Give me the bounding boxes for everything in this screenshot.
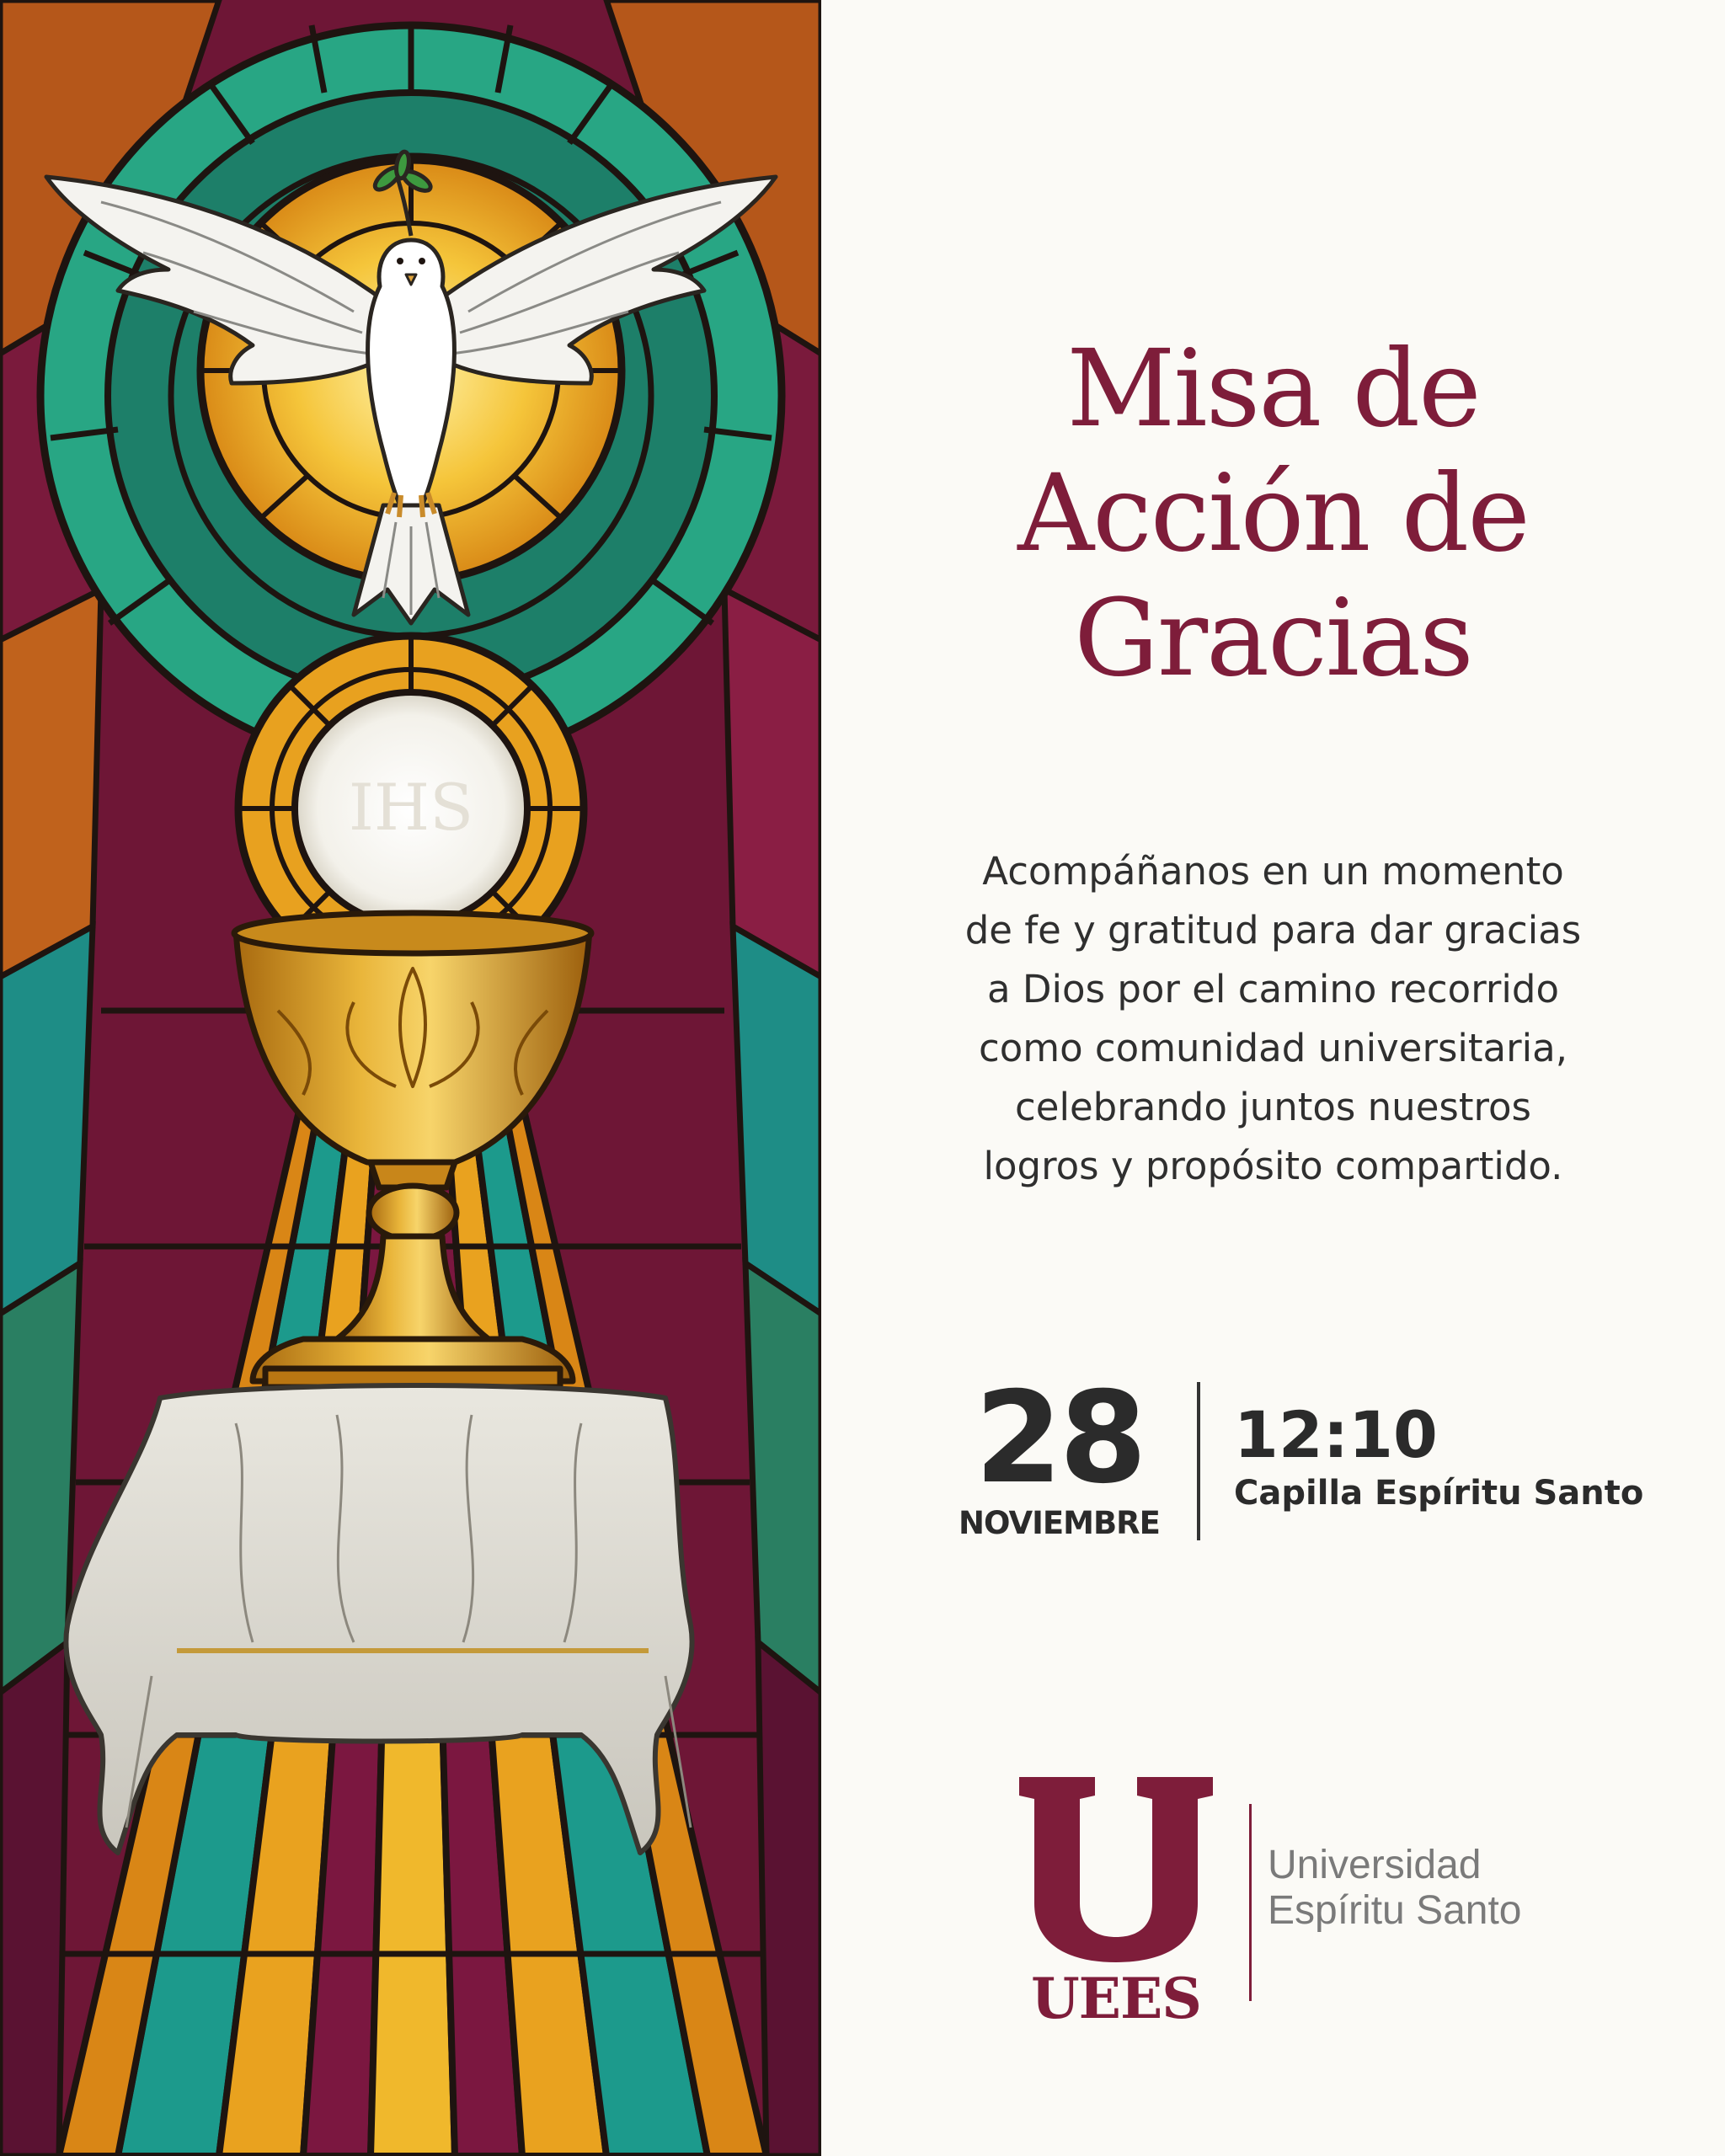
event-time: 12:10 (1234, 1397, 1438, 1472)
university-name-line2: Espíritu Santo (1268, 1888, 1522, 1933)
description-line: logros y propósito compartido. (983, 1144, 1563, 1188)
u-logo-icon (1019, 1777, 1213, 1962)
event-description (821, 842, 1725, 1196)
description-line: celebrando juntos nuestros (1015, 1085, 1531, 1129)
logo-divider (1249, 1804, 1252, 2001)
stained-glass-artwork (0, 0, 821, 2156)
date-divider (1197, 1382, 1200, 1540)
event-place: Capilla Espíritu Santo (1234, 1474, 1644, 1513)
title-line: Acción de (1017, 451, 1529, 575)
event-month: NOVIEMBRE (959, 1505, 1160, 1541)
host-inscription: IHS (348, 770, 474, 845)
description-line: de fe y gratitud para dar gracias (964, 908, 1582, 953)
university-name-line1: Universidad (1268, 1843, 1482, 1887)
description-line: a Dios por el camino recorrido (987, 967, 1559, 1011)
title-line: Gracias (1074, 576, 1472, 700)
event-day: 28 (975, 1365, 1144, 1512)
logo-acronym: UEES (1031, 1966, 1201, 2031)
description-line: Acompáñanos en un momento (982, 849, 1564, 894)
info-panel (821, 0, 1725, 2156)
event-title (821, 327, 1725, 701)
university-name (1268, 1843, 1522, 1934)
university-logo (1019, 1777, 1522, 2031)
description-line: como comunidad universitaria, (978, 1026, 1568, 1070)
title-line: Misa de (1066, 327, 1480, 451)
